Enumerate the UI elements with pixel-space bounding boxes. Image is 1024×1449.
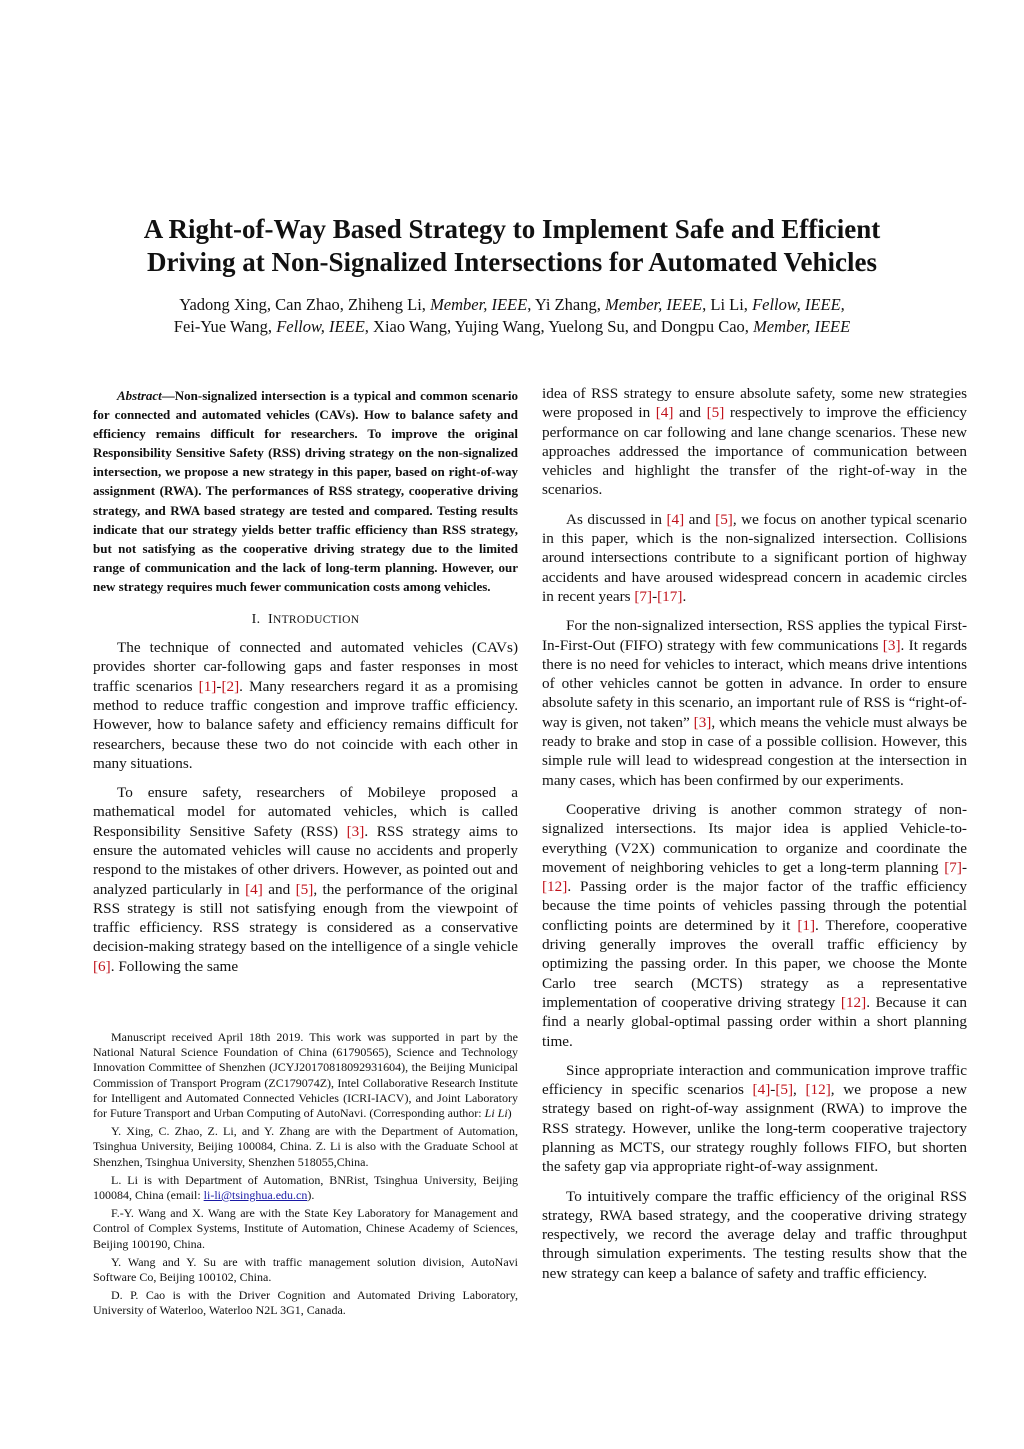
citation-link[interactable]: [3]: [346, 822, 365, 840]
citation-link[interactable]: [3]: [882, 636, 901, 654]
citation-link[interactable]: [5]: [775, 1081, 794, 1099]
footnote-affiliation-autonavi: Y. Wang and Y. Su are with traffic management solution division, AutoNavi Software Co, Beijing 100102, China.: [93, 1254, 518, 1285]
intro-paragraph-8: To intuitively compare the traffic efficiency of the original RSS strategy, RWA based strategy, and the cooperative driving strategy respectively, we record the average delay and traffic throughput through simulation experiments. The testing results show that the new strategy can keep a balance of safety and traffic efficiency.: [542, 1187, 967, 1282]
right-column: [542, 384, 967, 1293]
citation-link[interactable]: [12]: [805, 1081, 831, 1099]
citation-link[interactable]: [1]: [198, 677, 217, 695]
footnote-affiliation-tsinghua: Y. Xing, C. Zhao, Z. Li, and Y. Zhang are with the Department of Automation, Tsinghua University, Beijing 100084, China. Z. Li is also with the Graduate School at Shenzhen, Tsinghua University, Shenzhen 518055,China.: [93, 1124, 518, 1169]
abstract-label: Abstract: [117, 388, 162, 403]
author-list: [100, 294, 924, 338]
citation-link[interactable]: [4]: [655, 404, 674, 422]
citation-link[interactable]: [2]: [221, 677, 240, 695]
corresponding-author: Li Li: [484, 1106, 508, 1121]
abstract: [93, 386, 518, 596]
email-link[interactable]: li-li@tsinghua.edu.cn: [203, 1188, 308, 1203]
left-column: [93, 386, 518, 986]
author-role: Member, IEEE: [753, 317, 851, 336]
section-title-initial: I: [268, 612, 273, 628]
footnote-affiliation-casia: F.-Y. Wang and X. Wang are with the State Key Laboratory for Management and Control of Complex Systems, Institute of Automation, Chinese Academy of Sciences, Beijing 100190, China.: [93, 1206, 518, 1251]
citation-link[interactable]: [6]: [93, 957, 111, 975]
citation-link[interactable]: [7]: [634, 587, 653, 605]
intro-paragraph-1: The technique of connected and automated vehicles (CAVs) provides shorter car-following gaps and faster responses in most traffic scenarios [1]-[2]. Many researchers regard it as a promising method to reduce traffic congestion and improve traffic efficiency. However, how to balance safety and efficiency remains difficult for researchers, because these two do not coincide with each other in many situations.: [93, 639, 519, 772]
author-text: Yadong Xing, Can Zhao, Zhiheng Li,: [179, 295, 431, 314]
citation-link[interactable]: [5]: [295, 880, 314, 898]
author-role: Member, IEEE: [604, 295, 703, 314]
section-number: I.: [251, 612, 261, 628]
author-role: Fellow, IEEE: [276, 317, 365, 336]
footnotes: [93, 1030, 518, 1322]
footnote-affiliation-li: L. Li is with Department of Automation, BNRist, Tsinghua University, Beijing 100084, China (email: li-li@tsinghua.edu.cn).: [93, 1172, 518, 1203]
author-role: Member, IEEE: [430, 295, 528, 314]
citation-link[interactable]: [12]: [840, 993, 867, 1011]
title-line-1: A Right-of-Way Based Strategy to Implement Safe and Efficient: [143, 214, 881, 244]
author-text: , Li Li,: [702, 295, 753, 314]
author-text: , Yi Zhang,: [527, 295, 605, 314]
intro-paragraph-4: As discussed in [4] and [5], we focus on another typical scenario in this paper, which is the non-signalized intersection. Collisions around intersections contribute to a significant portion of highway accidents and have aroused widespread concern in academic circles in recent years [7]-[17].: [542, 510, 968, 605]
citation-link[interactable]: [4]: [245, 880, 263, 898]
section-title-rest: NTRODUCTION: [272, 614, 360, 627]
intro-paragraph-7: Since appropriate interaction and communication improve traffic efficiency in specific scenarios [4]-[5], [12], we propose a new strategy based on right-of-way assignment (RWA) to improve the RSS strategy. However, unlike the long-term cooperative trajectory planning as MCTS, our strategy roughly follows FIFO, but shorten the safety gap via appropriate right-of-way assignment.: [542, 1061, 967, 1176]
intro-paragraph-5: For the non-signalized intersection, RSS applies the typical First-In-First-Out (FIFO) strategy with few communications [3]. It regards there is no need for vehicles to interact, which means drive intentions of other vehicles cannot be gotten in advance. In order to ensure absolute safety in this scenario, an important rule of RSS is “right-of-way is given, not taken” [3], which means the vehicle must always be ready to brake and stop in case of a possible collision. However, this simple rule will lead to widespread congestion at the intersection in many cases, which has been confirmed by our experiments.: [542, 617, 967, 789]
author-role: Fellow, IEEE,: [752, 295, 845, 314]
intro-paragraph-6: Cooperative driving is another common strategy of non-signalized intersections. Its major idea is applied Vehicle-to-everything (V2X) communication to organize and coordinate the movement of neighboring vehicles to get a long-term planning [7]-[12]. Passing order is the major factor of the traffic efficiency because the time points of vehicles passing through the potential conflicting points are determined by it [1]. Therefore, cooperative driving generally improves the overall traffic efficiency by optimizing the passing order. In this paper, we choose the Monte Carlo tree search (MCTS) strategy as a representative implementation of cooperative driving strategy [12]. Because it can find a nearly global-optimal passing order within a short planning time.: [542, 800, 968, 1050]
citation-link[interactable]: [5]: [706, 404, 725, 422]
author-text: Fei-Yue Wang,: [173, 317, 277, 336]
title-line-2: Driving at Non-Signalized Intersections for Automated Vehicles: [147, 247, 877, 277]
citation-link[interactable]: [1]: [797, 916, 816, 934]
author-text: , Xiao Wang, Yujing Wang, Yuelong Su, and Dongpu Cao,: [364, 317, 754, 336]
intro-paragraph-3: idea of RSS strategy to ensure absolute safety, some new strategies were proposed in [4] and [5] respectively to improve the efficiency performance on car following and lane change scenarios. These new approaches addressed the importance of communication between vehicles and highlight the transfer of the right-of-way in the scenarios.: [542, 385, 967, 499]
footnote-affiliation-waterloo: D. P. Cao is with the Driver Cognition and Automated Driving Laboratory, University of Waterloo, Waterloo N2L 3G1, Canada.: [93, 1288, 518, 1318]
intro-paragraph-2: To ensure safety, researchers of Mobileye proposed a mathematical model for automated vehicles, which is called Responsibility Sensitive Safety (RSS) [3]. RSS strategy aims to ensure the automated vehicles will cause no accidents and properly respond to the mistakes of other drivers. However, as pointed out and analyzed particularly in [4] and [5], the performance of the original RSS strategy is still not satisfying enough from the viewpoint of traffic efficiency. RSS strategy is considered as a conservative decision-making strategy based on the intelligence of a single vehicle [6]. Following the same: [93, 784, 518, 975]
citation-link[interactable]: [17]: [657, 587, 683, 605]
citation-link[interactable]: [4]: [666, 510, 685, 528]
citation-link[interactable]: [7]: [944, 858, 962, 876]
citation-link[interactable]: [3]: [693, 713, 712, 731]
citation-link[interactable]: [5]: [715, 510, 733, 528]
citation-link[interactable]: [4]: [752, 1081, 771, 1099]
section-heading-introduction: [93, 612, 518, 628]
abstract-text: —Non-signalized intersection is a typical and common scenario for connected and automated vehicles (CAVs). How to balance safety and efficiency remains difficult for researchers. To improve the original Responsibility Sensitive Safety (RSS) driving strategy on the non-signalized intersection, we propose a new strategy in this paper, based on right-of-way assignment (RWA). The performances of RSS strategy, cooperative driving strategy, and RWA based strategy are tested and compared. Testing results indicate that our strategy yields better traffic efficiency than RSS strategy, but not satisfying as the cooperative driving strategy due to the limited range of communication and the lack of long-term planning. However, our new strategy requires much fewer communication costs among vehicles.: [93, 388, 518, 594]
footnote-manuscript: Manuscript received April 18th 2019. This work was supported in part by the National Natural Science Foundation of China (61790565), Science and Technology Innovation Committee of Shenzhen (JCYJ20170818092931604), the Beijing Municipal Commission of Transport Program (ZC179074Z), Intel Collaborative Research Institute for Intelligent and Automated Connected Vehicles (ICRI-IACV), and Joint Laboratory for Future Transport and Urban Computing of AutoNavi. (Corresponding author: Li Li): [93, 1030, 518, 1121]
citation-link[interactable]: [12]: [542, 878, 568, 896]
paper-title: [100, 213, 924, 279]
